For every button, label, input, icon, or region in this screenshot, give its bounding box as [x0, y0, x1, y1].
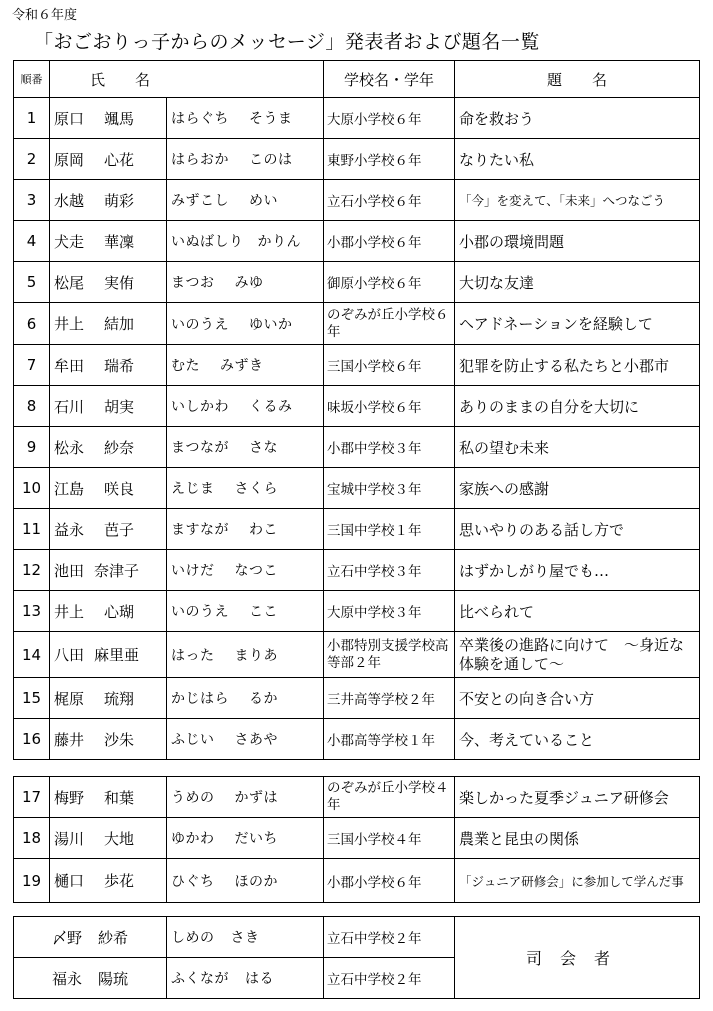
- family-name: 益永: [54, 520, 85, 539]
- presentation-title: 今、考えていること: [455, 719, 700, 760]
- family-reading: いしかわ: [171, 399, 229, 415]
- table-row: [14, 818, 700, 859]
- emcee-role: 司会者: [455, 917, 700, 999]
- name-reading: [167, 818, 324, 859]
- presentation-title: 犯罪を防止する私たちと小郡市: [455, 345, 700, 386]
- school-grade: 立石中学校２年: [324, 917, 455, 958]
- given-reading: ここ: [249, 604, 278, 620]
- family-reading: まつなが: [171, 440, 229, 456]
- name-reading: [167, 386, 324, 427]
- school-grade: 三国中学校１年: [324, 509, 455, 550]
- family-reading: はらおか: [171, 152, 229, 168]
- presenter-name: [50, 777, 167, 818]
- row-number: 3: [14, 180, 50, 221]
- family-reading: しめの: [171, 930, 215, 946]
- school-grade: 宝城中学校３年: [324, 468, 455, 509]
- given-name: 琉翔: [104, 689, 135, 708]
- school-grade: 大原中学校３年: [324, 591, 455, 632]
- table-row: [14, 221, 700, 262]
- presentation-title: ヘアドネーションを経験して: [455, 303, 700, 345]
- given-name: 咲良: [104, 479, 135, 498]
- row-number: 11: [14, 509, 50, 550]
- given-name: 歩花: [104, 872, 135, 890]
- given-name: 沙朱: [104, 730, 135, 749]
- family-reading: ますなが: [171, 522, 229, 538]
- presentation-title: 不安との向き合い方: [455, 678, 700, 719]
- family-name: 〆野: [51, 928, 82, 947]
- school-grade: 小郡小学校６年: [324, 221, 455, 262]
- emcee-name: [14, 917, 167, 958]
- school-grade: 東野小学校６年: [324, 139, 455, 180]
- given-reading: さくら: [234, 481, 278, 497]
- presenter-name: [50, 262, 167, 303]
- school-grade: 立石小学校６年: [324, 180, 455, 221]
- name-reading: [167, 98, 324, 139]
- family-name: 原口: [54, 109, 85, 128]
- table-row: [14, 859, 700, 903]
- given-reading: まりあ: [234, 647, 278, 664]
- given-name: 心瑚: [104, 602, 135, 621]
- name-reading: [167, 180, 324, 221]
- given-reading: くるみ: [249, 399, 293, 415]
- family-reading: ゆかわ: [171, 831, 215, 847]
- given-reading: なつこ: [234, 563, 278, 579]
- name-reading: [167, 468, 324, 509]
- presentation-title: 私の望む未来: [455, 427, 700, 468]
- table-row: [14, 777, 700, 818]
- emcee-table-body: [14, 917, 700, 999]
- given-name: 華凜: [104, 232, 135, 251]
- school-grade: 三国小学校４年: [324, 818, 455, 859]
- column-header-number: 順番: [14, 61, 50, 98]
- family-reading: いのうえ: [171, 316, 229, 333]
- family-reading: ふくなが: [171, 971, 229, 987]
- name-reading: [167, 139, 324, 180]
- name-reading: [167, 303, 324, 345]
- school-grade: 三国小学校６年: [324, 345, 455, 386]
- presentation-title: 家族への感謝: [455, 468, 700, 509]
- given-reading: さな: [249, 440, 278, 456]
- family-name: 八田: [54, 646, 85, 664]
- family-reading: まつお: [171, 275, 215, 291]
- name-reading: [167, 917, 324, 958]
- name-reading: [167, 632, 324, 678]
- family-name: 犬走: [54, 232, 85, 251]
- given-reading: ほのか: [234, 873, 278, 890]
- table-row: [14, 303, 700, 345]
- table-row: [14, 427, 700, 468]
- family-reading: えじま: [171, 481, 215, 497]
- emcee-row: [14, 917, 700, 958]
- emcee-name: [14, 958, 167, 999]
- name-reading: [167, 678, 324, 719]
- family-name: 樋口: [54, 872, 85, 890]
- family-name: 福永: [51, 969, 82, 988]
- presentation-title: 命を救おう: [455, 98, 700, 139]
- row-number: 17: [14, 777, 50, 818]
- row-number: 9: [14, 427, 50, 468]
- name-reading: [167, 719, 324, 760]
- family-reading: ひぐち: [171, 873, 215, 890]
- table-row: [14, 719, 700, 760]
- given-name: 胡実: [104, 397, 135, 416]
- given-reading: はる: [245, 971, 274, 987]
- presenter-name: [50, 468, 167, 509]
- family-name: 松永: [54, 438, 85, 457]
- presenter-name: [50, 550, 167, 591]
- presenter-name: [50, 345, 167, 386]
- column-header-school: 学校名・学年: [324, 61, 455, 98]
- given-name: 心花: [104, 150, 135, 169]
- presenter-name: [50, 678, 167, 719]
- presentation-title: 楽しかった夏季ジュニア研修会: [455, 777, 700, 818]
- row-number: 13: [14, 591, 50, 632]
- family-reading: かじはら: [171, 691, 229, 707]
- family-name: 湯川: [54, 829, 85, 848]
- presenter-table-body: [14, 61, 700, 760]
- family-name: 梶原: [54, 689, 85, 708]
- family-name: 井上: [54, 602, 85, 621]
- school-grade: のぞみが丘小学校６年: [324, 303, 455, 345]
- row-number: 19: [14, 859, 50, 903]
- family-name: 松尾: [54, 273, 85, 292]
- school-grade: のぞみが丘小学校４年: [324, 777, 455, 818]
- presentation-title: ありのままの自分を大切に: [455, 386, 700, 427]
- presenter-table: [13, 60, 700, 760]
- row-number: 7: [14, 345, 50, 386]
- row-number: 6: [14, 303, 50, 345]
- given-reading: るか: [249, 691, 278, 707]
- school-grade: 味坂小学校６年: [324, 386, 455, 427]
- presentation-title: 思いやりのある話し方で: [455, 509, 700, 550]
- table-row: [14, 509, 700, 550]
- presentation-title: 農業と昆虫の関係: [455, 818, 700, 859]
- family-reading: はらぐち: [171, 111, 229, 127]
- row-number: 2: [14, 139, 50, 180]
- school-grade: 三井高等学校２年: [324, 678, 455, 719]
- presenter-name: [50, 427, 167, 468]
- presentation-title: 比べられて: [455, 591, 700, 632]
- row-number: 12: [14, 550, 50, 591]
- row-number: 1: [14, 98, 50, 139]
- name-reading: [167, 777, 324, 818]
- presenter-name: [50, 509, 167, 550]
- presentation-title: 大切な友達: [455, 262, 700, 303]
- family-name: 江島: [54, 479, 85, 498]
- presenter-name: [50, 303, 167, 345]
- presentation-title: 小郡の環境問題: [455, 221, 700, 262]
- given-reading: みずき: [220, 358, 264, 374]
- presenter-name: [50, 139, 167, 180]
- family-reading: いのうえ: [171, 604, 229, 620]
- given-reading: かずは: [234, 790, 278, 806]
- given-name: 実侑: [104, 273, 135, 292]
- page-title: 「おごおりっ子からのメッセージ」発表者および題名一覧: [34, 31, 540, 53]
- school-grade: 小郡高等学校１年: [324, 719, 455, 760]
- school-grade: 小郡特別支援学校高等部２年: [324, 632, 455, 678]
- row-number: 15: [14, 678, 50, 719]
- school-grade: 御原小学校６年: [324, 262, 455, 303]
- table-row: [14, 345, 700, 386]
- row-number: 4: [14, 221, 50, 262]
- presenter-name: [50, 98, 167, 139]
- presenter-name: [50, 818, 167, 859]
- given-name: 奈津子: [94, 561, 140, 580]
- given-reading: めい: [249, 193, 278, 209]
- family-name: 梅野: [54, 788, 85, 807]
- presentation-title: なりたい私: [455, 139, 700, 180]
- year-label: 令和６年度: [12, 8, 78, 23]
- given-name: 紗希: [98, 928, 129, 947]
- given-name: 大地: [104, 829, 135, 848]
- presenter-name: [50, 386, 167, 427]
- presenter-name: [50, 180, 167, 221]
- table-row: [14, 591, 700, 632]
- row-number: 8: [14, 386, 50, 427]
- given-reading: ゆいか: [249, 316, 293, 333]
- family-name: 井上: [54, 315, 85, 333]
- name-reading: [167, 221, 324, 262]
- table-row: [14, 632, 700, 678]
- name-reading: [167, 591, 324, 632]
- row-number: 10: [14, 468, 50, 509]
- presentation-title: はずかしがり屋でも…: [455, 550, 700, 591]
- name-reading: [167, 958, 324, 999]
- table-row: [14, 262, 700, 303]
- given-name: 萌彩: [104, 191, 135, 210]
- column-header-topic: 題 名: [455, 61, 700, 98]
- school-grade: 立石中学校２年: [324, 958, 455, 999]
- row-number: 16: [14, 719, 50, 760]
- family-name: 原岡: [54, 150, 85, 169]
- table-row: [14, 386, 700, 427]
- given-name: 颯馬: [104, 109, 135, 128]
- given-reading: かりん: [257, 234, 301, 250]
- table-row: [14, 180, 700, 221]
- name-reading: [167, 509, 324, 550]
- given-name: 結加: [104, 315, 135, 333]
- presenter-table-continued: [13, 776, 700, 903]
- family-reading: ふじい: [171, 732, 215, 748]
- table-row: [14, 550, 700, 591]
- presenter-name: [50, 859, 167, 903]
- family-name: 牟田: [54, 356, 85, 375]
- school-grade: 小郡中学校３年: [324, 427, 455, 468]
- school-grade: 小郡小学校６年: [324, 859, 455, 903]
- row-number: 5: [14, 262, 50, 303]
- name-reading: [167, 427, 324, 468]
- school-grade: 立石中学校３年: [324, 550, 455, 591]
- presentation-title: 「ジュニア研修会」に参加して学んだ事: [455, 859, 700, 903]
- name-reading: [167, 345, 324, 386]
- emcee-table: [13, 916, 700, 999]
- presenter-name: [50, 591, 167, 632]
- given-reading: みゆ: [234, 275, 264, 291]
- given-reading: さあや: [234, 732, 278, 748]
- row-number: 18: [14, 818, 50, 859]
- table-row: [14, 139, 700, 180]
- family-reading: いぬばしり: [171, 234, 244, 250]
- family-reading: はった: [171, 647, 215, 664]
- family-reading: うめの: [171, 790, 215, 806]
- given-reading: わこ: [249, 522, 278, 538]
- family-reading: むた: [171, 358, 200, 374]
- school-grade: 大原小学校６年: [324, 98, 455, 139]
- family-reading: いけだ: [171, 563, 215, 579]
- presentation-title: 「今」を変えて、「未来」へつなごう: [455, 180, 700, 221]
- table-row: [14, 98, 700, 139]
- given-name: 紗奈: [104, 438, 135, 457]
- table-row: [14, 468, 700, 509]
- table-row: [14, 678, 700, 719]
- row-number: 14: [14, 632, 50, 678]
- presenter-name: [50, 632, 167, 678]
- family-name: 水越: [54, 191, 85, 210]
- family-reading: みずこし: [171, 193, 229, 209]
- family-name: 藤井: [54, 730, 85, 749]
- family-name: 石川: [54, 397, 85, 416]
- given-name: 和葉: [104, 788, 135, 807]
- name-reading: [167, 262, 324, 303]
- presenter-table-continued-body: [14, 777, 700, 903]
- presentation-title: 卒業後の進路に向けて ～身近な体験を通して～: [455, 632, 700, 678]
- given-name: 芭子: [104, 520, 135, 539]
- given-name: 陽琉: [98, 969, 129, 988]
- name-reading: [167, 859, 324, 903]
- given-reading: だいち: [234, 831, 278, 847]
- given-reading: さき: [230, 930, 260, 946]
- table-header-row: [14, 61, 700, 98]
- column-header-name: 氏 名: [50, 61, 324, 98]
- presenter-name: [50, 719, 167, 760]
- given-reading: そうま: [249, 111, 293, 127]
- given-name: 麻里亜: [94, 646, 140, 664]
- presenter-name: [50, 221, 167, 262]
- family-name: 池田: [54, 561, 85, 580]
- name-reading: [167, 550, 324, 591]
- given-reading: このは: [249, 152, 293, 168]
- given-name: 瑞希: [104, 356, 135, 375]
